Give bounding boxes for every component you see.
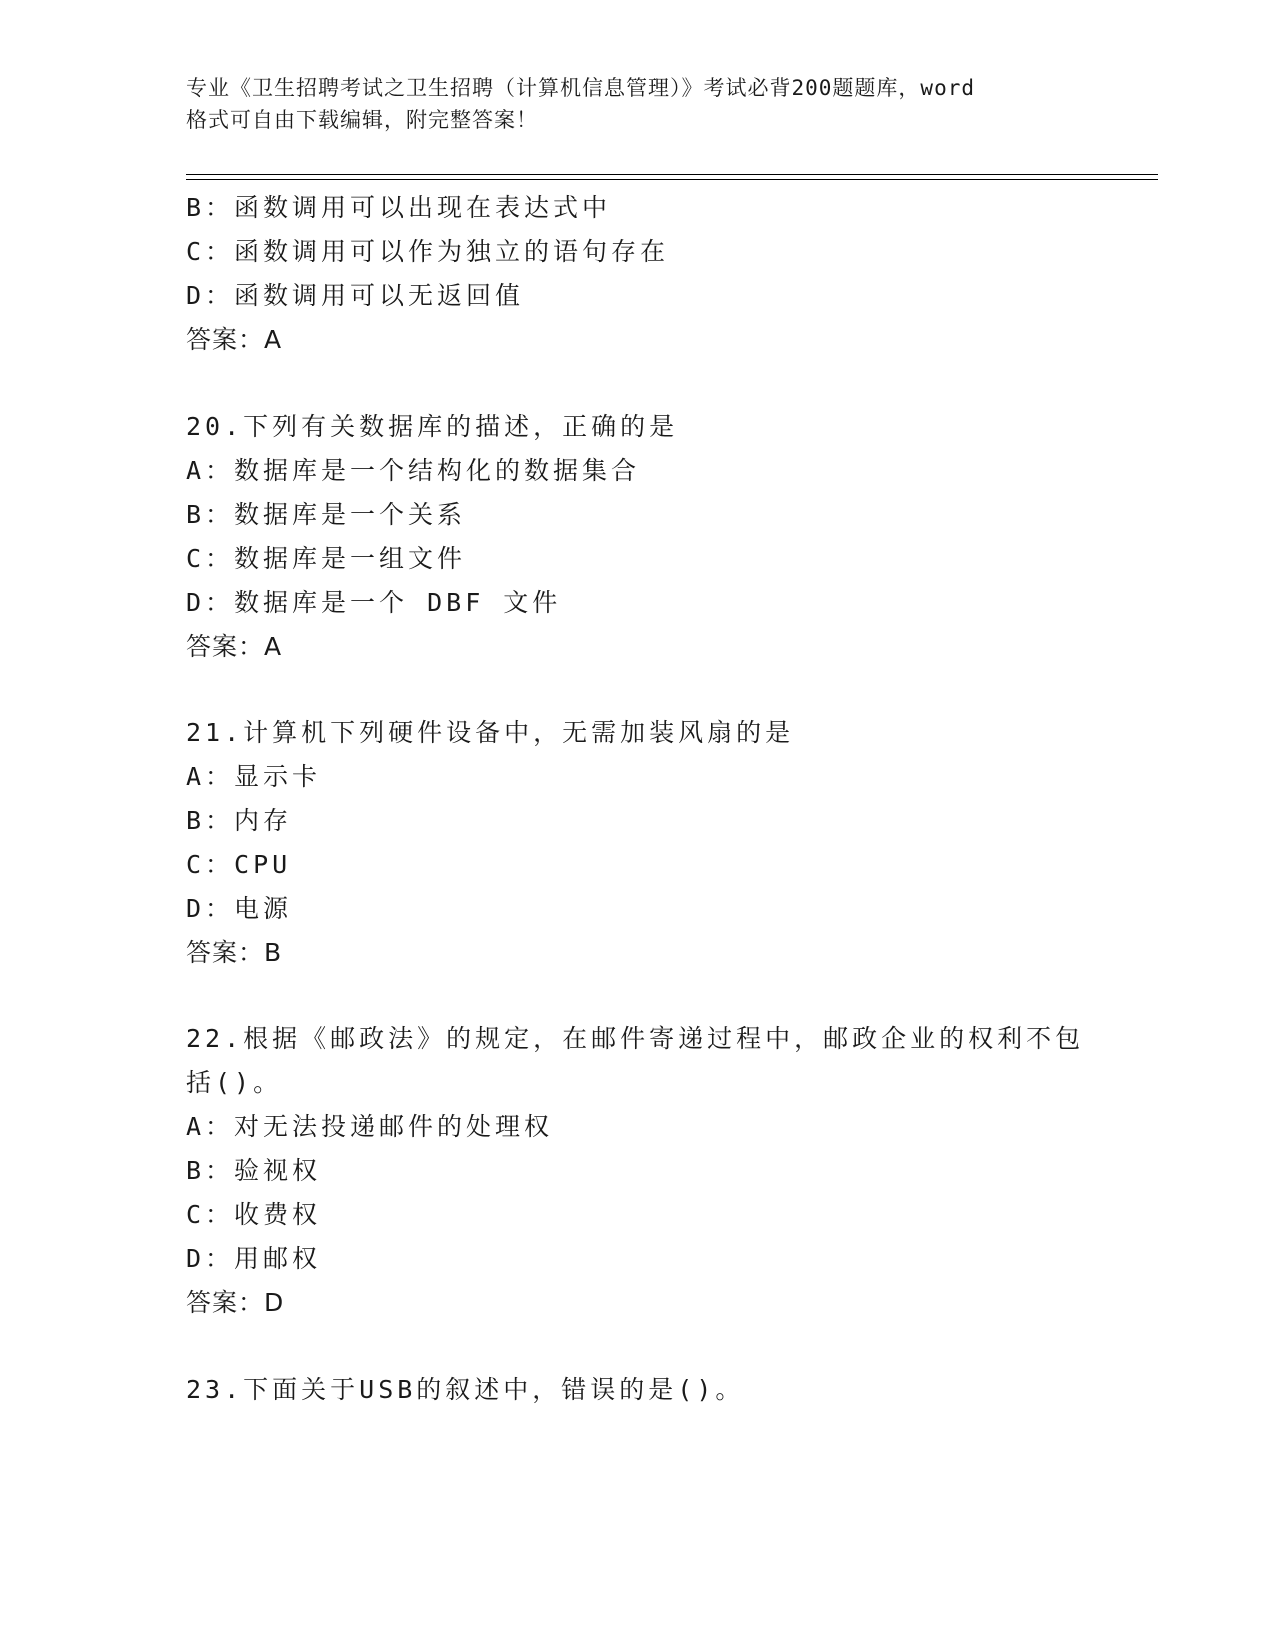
q22-option-a: A：对无法投递邮件的处理权 [186, 1112, 554, 1141]
q20-option-d: D：数据库是一个 DBF 文件 [186, 588, 562, 617]
q19-option-d: D：函数调用可以无返回值 [186, 281, 525, 310]
q20-option-a: A：数据库是一个结构化的数据集合 [186, 456, 641, 485]
q20-option-b: B：数据库是一个关系 [186, 500, 467, 529]
header-title-line-1: 专业《卫生招聘考试之卫生招聘（计算机信息管理）》考试必背200题题库，word [186, 76, 975, 100]
document-header [186, 72, 1086, 136]
q20-stem: 20.下列有关数据库的描述，正确的是 [186, 412, 679, 441]
q22-option-b: B：验视权 [186, 1156, 322, 1185]
q22-option-c: C：收费权 [186, 1200, 322, 1229]
q22-answer: 答案：D [186, 1288, 285, 1317]
q20-answer: 答案：A [186, 632, 283, 661]
q23-stem: 23.下面关于USB的叙述中，错误的是()。 [186, 1375, 745, 1404]
q21-stem: 21.计算机下列硬件设备中，无需加装风扇的是 [186, 718, 795, 747]
q22-option-d: D：用邮权 [186, 1244, 322, 1273]
q19-option-c: C：函数调用可以作为独立的语句存在 [186, 237, 670, 266]
q21-option-d: D：电源 [186, 894, 293, 923]
q22-stem-line-1: 22.根据《邮政法》的规定，在邮件寄递过程中，邮政企业的权利不包 [186, 1024, 1085, 1053]
q19-answer: 答案：A [186, 325, 283, 354]
q21-option-c: C：CPU [186, 850, 292, 879]
q21-option-b: B：内存 [186, 806, 293, 835]
q22-stem-line-2: 括()。 [186, 1068, 283, 1097]
q21-answer: 答案：B [186, 938, 283, 967]
q20-option-c: C：数据库是一组文件 [186, 544, 467, 573]
header-title-line-2: 格式可自由下载编辑，附完整答案！ [186, 108, 538, 132]
header-divider-bottom [186, 179, 1158, 180]
q19-option-b: B：函数调用可以出现在表达式中 [186, 193, 612, 222]
header-divider-top [186, 174, 1158, 175]
q21-option-a: A：显示卡 [186, 762, 322, 791]
